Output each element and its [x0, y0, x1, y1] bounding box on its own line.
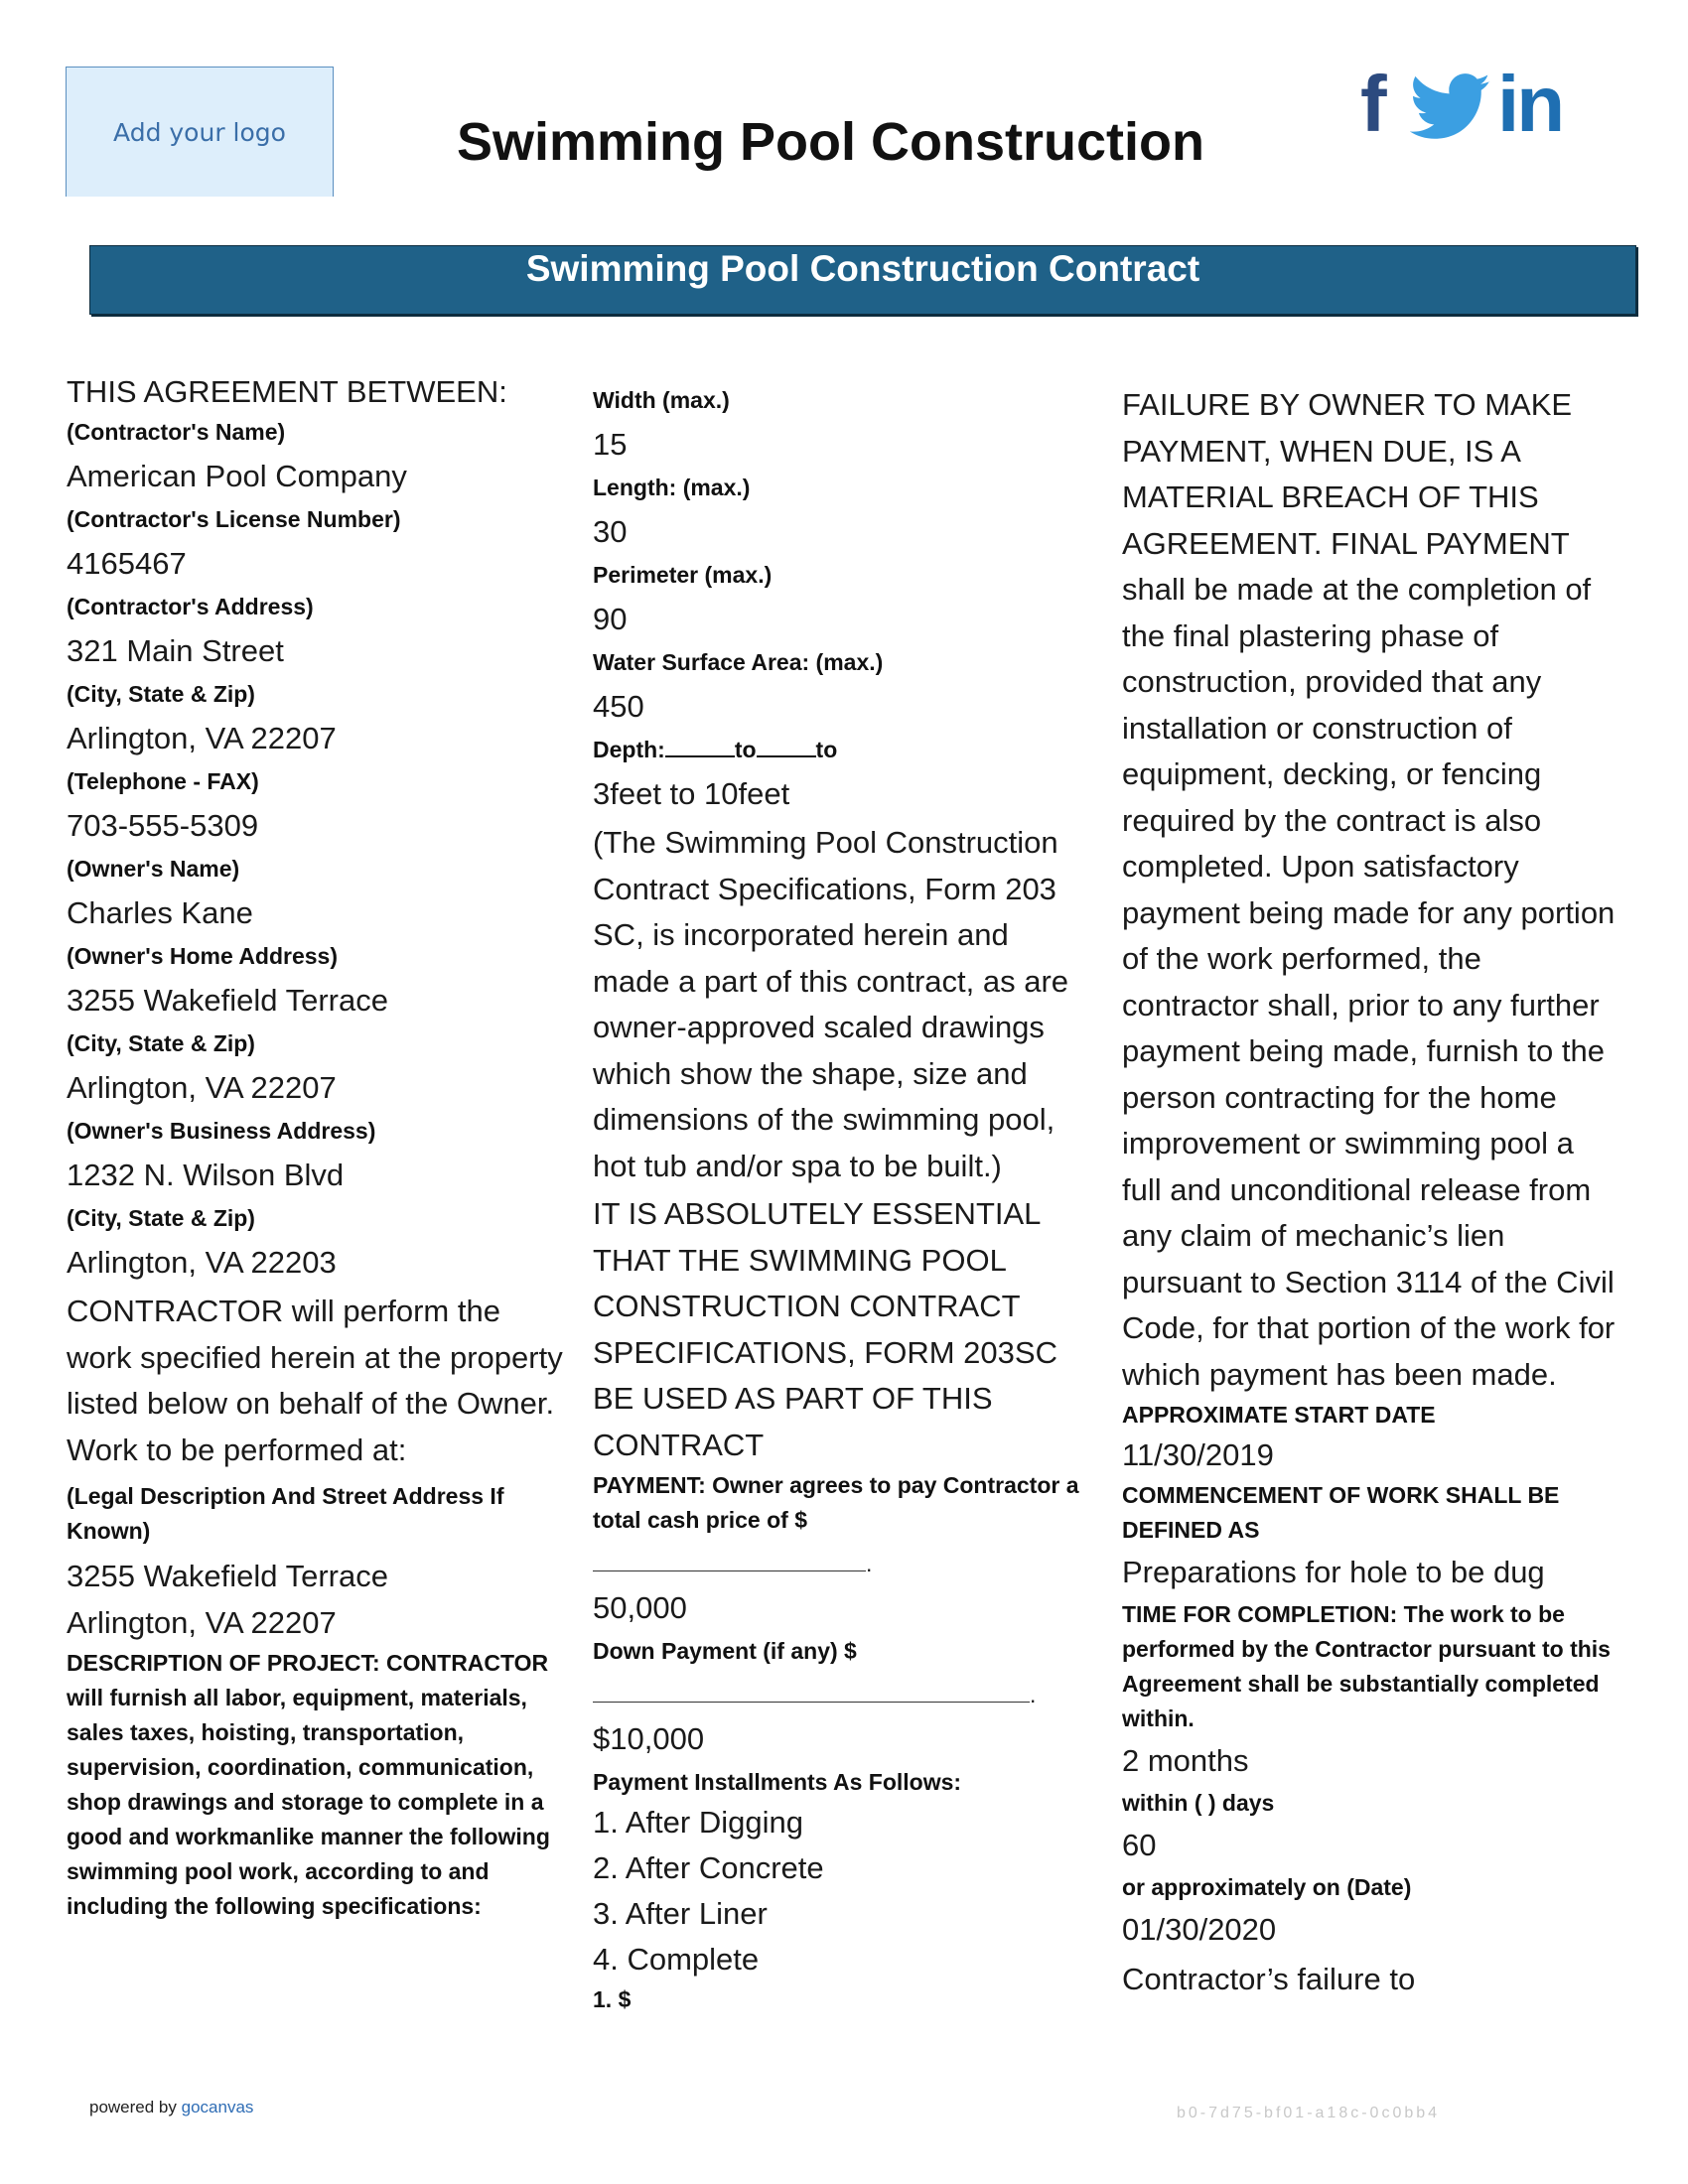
depth-value: 3feet to 10feet [593, 776, 790, 811]
field-value: American Pool Company [67, 459, 407, 493]
field-value: 703-555-5309 [67, 808, 259, 843]
legal-description-label: (Legal Description And Street Address If Known) [67, 1483, 504, 1544]
field-value: 90 [593, 602, 628, 636]
depth-label: Depth: [593, 737, 665, 762]
page-title: Swimming Pool Construction [457, 112, 1204, 172]
legal-value-line2: Arlington, VA 22207 [67, 1605, 337, 1640]
contractor-failure-start: Contractor’s failure to [1122, 1962, 1416, 1996]
installment-item: 1. After Digging [593, 1805, 803, 1840]
field-value: 4165467 [67, 546, 187, 581]
field-label: (Owner's Business Address) [67, 1118, 376, 1144]
agreement-heading: THIS AGREEMENT BETWEEN: [67, 374, 507, 409]
days-label: within ( ) days [1122, 1790, 1275, 1816]
days-value: 60 [1122, 1828, 1157, 1862]
depth-min-blank [665, 734, 735, 757]
field-list [67, 415, 563, 1289]
down-payment-value: $10,000 [593, 1721, 705, 1756]
date-value: 01/30/2020 [1122, 1912, 1277, 1947]
commencement-value: Preparations for hole to be dug [1122, 1555, 1545, 1589]
depth-to-1: to [734, 737, 757, 762]
field-value: 321 Main Street [67, 633, 284, 668]
field-value: 1232 N. Wilson Blvd [67, 1158, 345, 1192]
logo-placeholder[interactable] [66, 67, 334, 197]
field-label: Perimeter (max.) [593, 562, 773, 588]
field-value: Arlington, VA 22207 [67, 1070, 337, 1105]
down-payment-label: Down Payment (if any) $ [593, 1638, 857, 1664]
failure-paragraph: FAILURE BY OWNER TO MAKE PAYMENT, WHEN DUE, IS A MATERIAL BREACH OF THIS AGREEMENT. FINAL PAYMENT shall be made at the completion of the final plastering phase of construction, provided that any installation or construction of equipment, decking, or fencing required by the contract is also completed. Upon satisfactory payment being made for any portion of the work performed, the contractor shall, prior to any further payment being made, furnish to the person contracting for the home improvement or swimming pool a full and unconditional release from any claim of mechanic’s lien pursuant to Section 3114 of the Civil Code, for that portion of the work for which payment has been made. [1122, 387, 1616, 1392]
field-label: (Contractor's Address) [67, 594, 314, 619]
completion-value: 2 months [1122, 1743, 1249, 1778]
depth-to-2: to [815, 737, 838, 762]
column-specifications [593, 383, 1079, 2017]
completion-label: TIME FOR COMPLETION: The work to be performed by the Contractor pursuant to this Agreement shall be substantially completed within. [1122, 1601, 1611, 1731]
field-value: 30 [593, 514, 628, 549]
field-label: (Owner's Name) [67, 856, 240, 882]
column-terms [1122, 382, 1618, 2004]
field-label: Width (max.) [593, 387, 730, 413]
field-label: (Contractor's Name) [67, 419, 286, 445]
column-parties [67, 369, 563, 1924]
payment-label: PAYMENT: Owner agrees to pay Contractor a total cash price of $ [593, 1472, 1079, 1533]
field-label: (City, State & Zip) [67, 681, 255, 707]
installment-item: 3. After Liner [593, 1896, 768, 1931]
twitter-icon[interactable] [1410, 72, 1491, 147]
banner-title: Swimming Pool Construction Contract [525, 248, 1200, 289]
powered-by-prefix: powered by [89, 2098, 182, 2116]
start-date-value: 11/30/2019 [1122, 1437, 1274, 1472]
installments-label: Payment Installments As Follows: [593, 1769, 962, 1795]
field-label: (City, State & Zip) [67, 1205, 255, 1231]
document-id: b0-7d75-bf01-a18c-0c0bb4 [1177, 2105, 1441, 2121]
spec-paragraph: (The Swimming Pool Construction Contract Specifications, Form 203 SC, is incorporated herein and made a part of this contract, as are owner-approved scaled drawings which show the shape, size and dimensions of the swimming pool, hot tub and/or spa to be built.) [593, 825, 1069, 1183]
field-value: 15 [593, 427, 628, 462]
field-label: (Owner's Home Address) [67, 943, 339, 969]
depth-max-blank [757, 734, 816, 757]
contract-banner [89, 245, 1636, 315]
field-label: (City, State & Zip) [67, 1030, 255, 1056]
date-label: or approximately on (Date) [1122, 1874, 1412, 1900]
project-description: DESCRIPTION OF PROJECT: CONTRACTOR will furnish all labor, equipment, materials, sales taxes, hoisting, transportation, supervision, coordination, communication, shop drawings and storage to complete in a good and workmanlike manner the following swimming pool work, according to and including the following specifications: [67, 1650, 550, 1919]
linkedin-icon[interactable]: in [1497, 60, 1563, 148]
field-value: 3255 Wakefield Terrace [67, 983, 388, 1018]
first-amount-label: 1. $ [593, 1986, 632, 2012]
essential-paragraph: IT IS ABSOLUTELY ESSENTIAL THAT THE SWIMMING POOL CONSTRUCTION CONTRACT SPECIFICATIONS, FORM 203SC BE USED AS PART OF THIS CONTRACT [593, 1196, 1057, 1462]
facebook-icon[interactable]: f [1360, 60, 1387, 148]
legal-value-line1: 3255 Wakefield Terrace [67, 1559, 388, 1593]
installment-item: 4. Complete [593, 1942, 760, 1977]
down-payment-blank [593, 1677, 1030, 1703]
down-payment-line: . [593, 1677, 1079, 1712]
installments-list [593, 1800, 1079, 1982]
powered-by[interactable] [89, 2098, 253, 2117]
payment-blank [593, 1546, 866, 1571]
logo-placeholder-text: Add your logo [113, 117, 286, 147]
field-label: (Contractor's License Number) [67, 506, 401, 532]
field-value: Charles Kane [67, 895, 253, 930]
contractor-paragraph: CONTRACTOR will perform the work specified herein at the property listed below on behalf of the Owner. Work to be performed at: [67, 1294, 563, 1467]
payment-line: . [593, 1546, 1079, 1581]
gocanvas-logo: gocanvas [181, 2098, 254, 2116]
installment-item: 2. After Concrete [593, 1850, 824, 1885]
commencement-label: COMMENCEMENT OF WORK SHALL BE DEFINED AS [1122, 1482, 1560, 1543]
field-label: Water Surface Area: (max.) [593, 649, 884, 675]
field-label: Length: (max.) [593, 475, 751, 500]
field-value: 450 [593, 689, 644, 724]
field-value: Arlington, VA 22203 [67, 1245, 337, 1280]
field-value: Arlington, VA 22207 [67, 721, 337, 755]
depth-label-row [593, 733, 1079, 767]
field-label: (Telephone - FAX) [67, 768, 259, 794]
start-date-label: APPROXIMATE START DATE [1122, 1402, 1436, 1428]
payment-value: 50,000 [593, 1590, 687, 1625]
